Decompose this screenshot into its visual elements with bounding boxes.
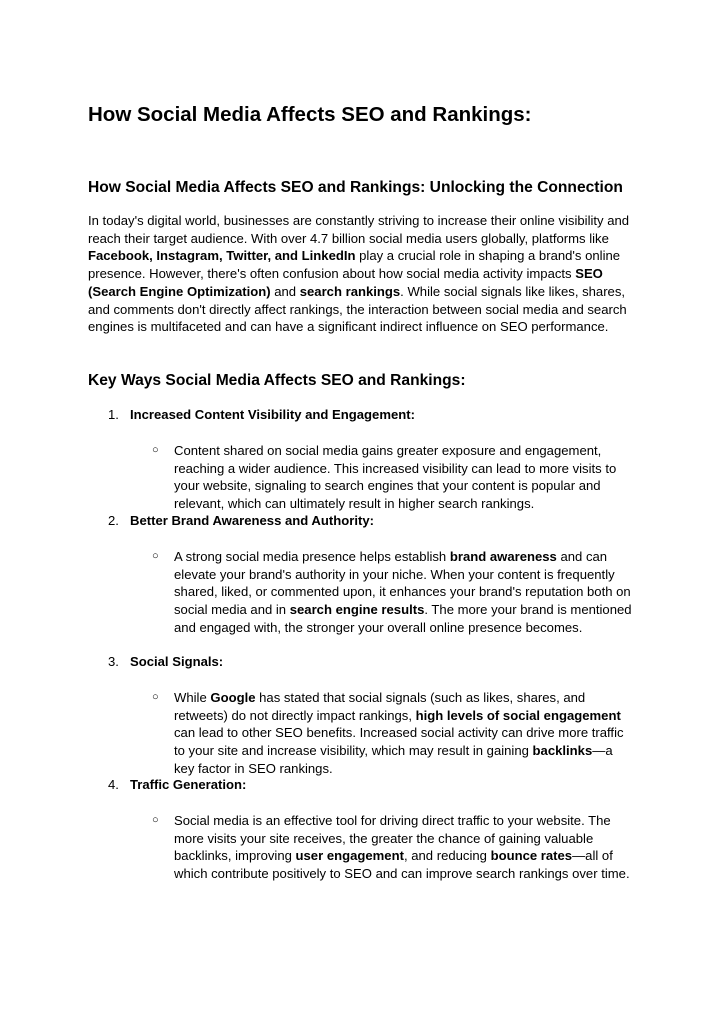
list-item-number: 3.: [108, 654, 119, 669]
intro-text: play a crucial role in shaping a brand's online presence. However, there's often confusion about how social media activity impacts: [88, 248, 621, 282]
body-bold: high levels of social engagement: [415, 707, 621, 723]
body-bold: user engagement: [295, 848, 404, 864]
list-item-title: Increased Content Visibility and Engagement:: [130, 407, 415, 422]
key-ways-heading: Key Ways Social Media Affects SEO and Rankings:: [88, 372, 466, 389]
body-text: and can elevate your brand's authority in your niche. When your content is frequently shared, liked, or commented upon, it enhances your brand's reputation both on social media and in: [174, 549, 631, 618]
body-text: A strong social media presence helps establish: [174, 549, 450, 564]
body-text: can lead to other SEO benefits. Increased social activity can drive more traffic to your site and increase visibility, which may result in gaining: [174, 725, 624, 759]
list-item-title: Traffic Generation:: [130, 777, 247, 792]
intro-bold-rankings: search rankings: [299, 283, 401, 299]
hollow-circle-bullet-icon: ○: [152, 444, 159, 456]
body-bold: backlinks: [532, 743, 593, 759]
body-text: has stated that social signals (such as likes, shares, and retweets) do not directly impact rankings,: [174, 690, 586, 723]
list-item-body: [174, 442, 636, 513]
hollow-circle-bullet-icon: ○: [152, 550, 159, 562]
list-item-body: [174, 689, 636, 778]
intro-bold-platforms: Facebook, Instagram, Twitter, and LinkedIn: [88, 248, 356, 264]
list-item-number: 2.: [108, 513, 119, 528]
body-bold: Google: [210, 690, 256, 705]
page-title: How Social Media Affects SEO and Rankings:: [88, 103, 532, 126]
list-item-number: 4.: [108, 777, 119, 792]
body-text: Content shared on social media gains greater exposure and engagement, reaching a wider audience. This increased visibility can lead to more visits to your website, signaling to search engines that your content is popular and relevant, which can ultimately result in higher search rankings.: [174, 443, 617, 512]
list-item-title: Social Signals:: [130, 654, 224, 669]
intro-text: . While social signals like likes, shares, and comments don't directly affect rankings, the interaction between social media and search engines is multifaceted and can have a significant indirect influence on SEO performance.: [88, 283, 627, 335]
body-bold: bounce rates: [490, 848, 573, 864]
intro-paragraph: [88, 212, 636, 336]
body-text: . The more your brand is mentioned and engaged with, the stronger your overall online presence becomes.: [174, 602, 632, 635]
hollow-circle-bullet-icon: ○: [152, 814, 159, 826]
body-text: Social media is an effective tool for driving direct traffic to your website. The more visits your site receives, the greater the chance of gaining valuable backlinks, improving: [174, 813, 611, 864]
list-item-number: 1.: [108, 407, 119, 422]
body-text: While: [174, 690, 211, 705]
list-item-body: [174, 812, 636, 883]
list-item-title: Better Brand Awareness and Authority:: [130, 513, 374, 528]
section-subtitle: How Social Media Affects SEO and Rankings: Unlocking the Connection: [88, 179, 623, 196]
intro-text: and: [270, 283, 300, 299]
body-bold: search engine results: [289, 602, 425, 618]
body-text: —all of which contribute positively to SEO and can improve search rankings over time.: [174, 848, 630, 882]
list-item-body: [174, 548, 636, 637]
intro-text: In today's digital world, businesses are constantly striving to increase their online visibility and reach their target audience. With over 4.7 billion social media users globally, platforms like: [88, 213, 630, 246]
body-text: , and reducing: [403, 848, 491, 864]
hollow-circle-bullet-icon: ○: [152, 691, 159, 703]
body-bold: brand awareness: [449, 549, 557, 564]
body-text: —a key factor in SEO rankings.: [174, 743, 613, 776]
intro-bold-seo: SEO (Search Engine Optimization): [88, 266, 603, 299]
